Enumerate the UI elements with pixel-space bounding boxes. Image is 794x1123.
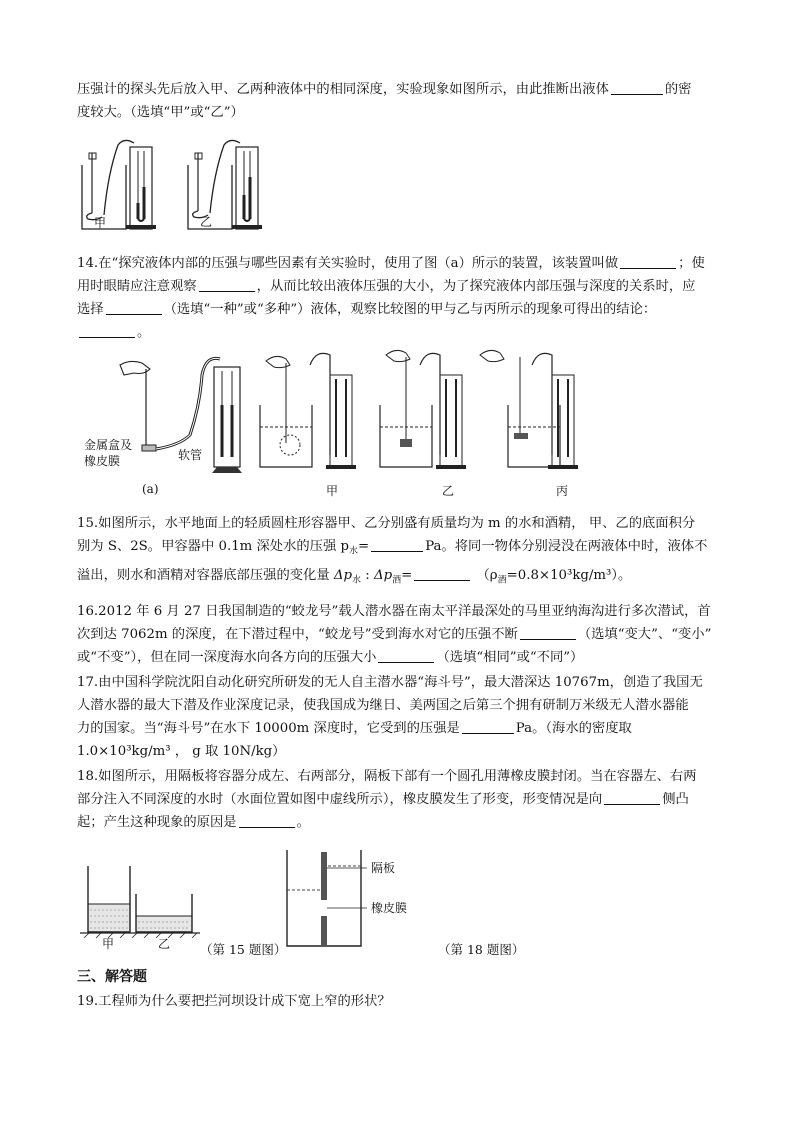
q18-text: 18.如图所示，用隔板将容器分成左、右两部分，隔板下部有一个圆孔用薄橡皮膜封闭。当在容器左、右两 部分注入不同深度的水时（水面位置如图中虚线所示），橡皮膜发生了形变，形变情况是向 侧凸 起；产生这种现象的原因是 。 — [77, 769, 697, 830]
q16-blank-1[interactable] — [520, 625, 576, 640]
q13-label-yi: 乙 — [200, 215, 213, 229]
q18-blank-1[interactable] — [604, 790, 660, 805]
fig18-label-partition: 隔板 — [371, 861, 396, 875]
q14-label-yi: 乙 — [442, 484, 455, 498]
q15-figure — [80, 860, 200, 950]
q14-setup-jia — [260, 353, 356, 498]
q14-label-box: 金属盒及 — [84, 438, 133, 452]
fig15-label-yi: 乙 — [158, 937, 171, 950]
q13-text: 压强计的探头先后放入甲、乙两种液体中的相同深度，实验现象如图所示，由此推断出液体 的密 度较大。（选填“甲”或“乙”） — [77, 82, 692, 120]
q14-label-a: (a) — [142, 482, 159, 496]
q14-blank-1[interactable] — [620, 254, 676, 269]
q14-label-film: 橡皮膜 — [84, 454, 121, 468]
q13-figure — [78, 133, 278, 233]
fig15-label-jia: 甲 — [102, 937, 115, 950]
q13-label-jia: 甲 — [94, 216, 107, 230]
fig18-caption: （第 18 题图） — [438, 942, 525, 957]
fig15-caption: （第 15 题图） — [200, 942, 287, 957]
q14-label-bing: 丙 — [556, 484, 569, 498]
q17-blank[interactable] — [462, 719, 514, 734]
q16-text: 16.2012 年 6 月 27 日我国制造的“蛟龙号”载人潜水器在南太平洋最深处的马里亚纳海沟进行多次潜试，首 次到达 7062m 的深度，在下潜过程中，“蛟龙号”受到海水对它的压强不断 （选填“变大”、“变小” 或“不变”），但在同一深度海水向各方向的压强大小 （选填“相同”或“不同”） — [77, 604, 712, 665]
q19-text: 19.工程师为什么要把拦河坝设计成下宽上窄的形状？ — [77, 994, 391, 1009]
q14-figure — [80, 345, 620, 500]
q14-blank-2[interactable] — [199, 277, 255, 292]
q14-setup-yi — [380, 350, 466, 498]
q18-figure — [285, 848, 435, 950]
q15-blank-2[interactable] — [414, 566, 470, 581]
q14-label-jia: 甲 — [326, 484, 339, 498]
q13-blank[interactable] — [611, 80, 663, 95]
q14-blank-4[interactable] — [79, 323, 135, 338]
q14-text: 14.在“探究液体内部的压强与哪些因素有关实验时，使用了图（a）所示的装置，该装置叫做 ；使 用时眼睛应注意观察 ，从而比较出液体压强的大小，为了探究液体内部压强与深度的关系时，应 选择 （选填“一种”或“多种”）液体，观察比较图的甲与乙与丙所示的现象可得出的结论： 。 — [77, 256, 705, 340]
section-title: 三、解答题 — [77, 969, 147, 985]
q15-text: 15.如图所示，水平地面上的轻质圆柱形容器甲、乙分别盛有质量均为 m 的水和酒精， 甲、乙的底面积分 别为 S、2S。甲容器中 0.1m 深处水的压强 $p_水= Pa$。将同一物体分别浸没在两液体中时，液体不 溢出，则水和酒精对容器底部压强的变化量 $\Delta p_水$ : $\Delta p_酒= (\rho_酒=0.8\times 10^3kg/m^3)$。 — [77, 516, 708, 586]
q14-blank-3[interactable] — [106, 300, 162, 315]
fig18-label-membrane: 橡皮膜 — [371, 901, 408, 915]
q18-blank-2[interactable] — [239, 813, 295, 828]
q15-blank-1[interactable] — [371, 537, 423, 552]
q14-setup-bing — [480, 350, 578, 498]
q14-label-tube: 软管 — [178, 448, 203, 462]
q17-text: 17.由中国科学院沈阳自动化研究所研发的无人自主潜水器“海斗号”，最大潜深达 10767m，创造了我国无 人潜水器的最大下潜及作业深度记录，使我国成为继日、美两国之后第三个拥有研制万米级无人潜水器能 力的国家。当“海斗号”在水下 10000m 深度时，它受到的压强是 Pa。（海水的密度取 1.0×10³kg/m³ ， g 取 10N/kg） — [77, 675, 703, 759]
q16-blank-2[interactable] — [378, 648, 434, 663]
